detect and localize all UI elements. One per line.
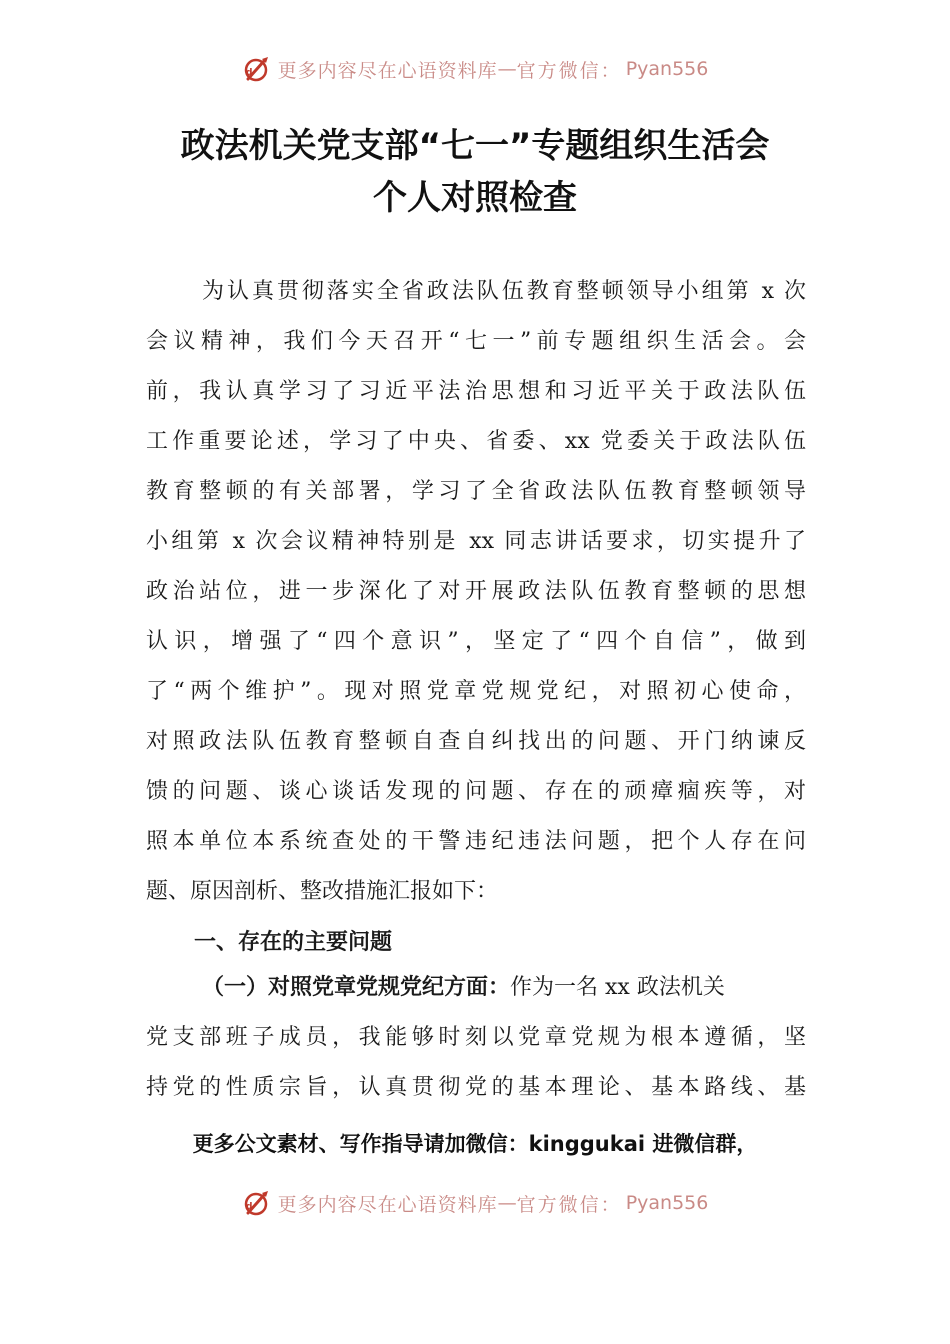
paragraph-line: 了“两个维护”。现对照党章党规党纪，对照初心使命， bbox=[146, 679, 806, 704]
paragraph-line: 馈的问题、谈心谈话发现的问题、存在的顽瘴痼疾等，对 bbox=[146, 779, 806, 804]
document-title-line2: 个人对照检查 bbox=[373, 178, 577, 218]
subsection-text: 作为一名 xx 政法机关 bbox=[510, 975, 725, 1000]
watermark-bottom bbox=[0, 1186, 950, 1220]
promo-text: 更多公文素材、写作指导请加微信：kinggukai 进微信群， bbox=[192, 1132, 758, 1156]
paragraph-line: 工作重要论述，学习了中央、省委、xx 党委关于政法队伍 bbox=[146, 429, 806, 454]
document-title-line1: 政法机关党支部“七一”专题组织生活会 bbox=[180, 126, 770, 166]
watermark-id: Pyan556 bbox=[625, 1192, 709, 1214]
watermark-id: Pyan556 bbox=[625, 58, 709, 80]
paragraph-line: 前，我认真学习了习近平法治思想和习近平关于政法队伍 bbox=[146, 379, 806, 404]
paragraph-line: 认识，增强了“四个意识”，坚定了“四个自信”，做到 bbox=[146, 629, 806, 654]
paragraph-line bbox=[202, 973, 806, 1003]
paragraph-line: 题、原因剖析、整改措施汇报如下： bbox=[146, 879, 499, 904]
paragraph-line: 党支部班子成员，我能够时刻以党章党规为根本遵循，坚 bbox=[146, 1025, 806, 1050]
paragraph-line: 为认真贯彻落实全省政法队伍教育整顿领导小组第 x 次 bbox=[202, 279, 806, 304]
paragraph-line: 持党的性质宗旨，认真贯彻党的基本理论、基本路线、基 bbox=[146, 1075, 806, 1100]
watermark-top bbox=[0, 52, 950, 86]
paragraph-line: 照本单位本系统查处的干警违纪违法问题，把个人存在问 bbox=[146, 829, 806, 854]
svg-text:d: d bbox=[245, 1202, 253, 1212]
paragraph-line: 对照政法队伍教育整顿自查自纠找出的问题、开门纳谏反 bbox=[146, 729, 806, 754]
watermark-label: 官方微信： bbox=[516, 59, 622, 82]
svg-text:d: d bbox=[245, 68, 253, 78]
subsection-lead: （一）对照党章党规党纪方面： bbox=[202, 975, 511, 1000]
watermark-label: 官方微信： bbox=[516, 1193, 622, 1216]
section-heading: 一、存在的主要问题 bbox=[194, 930, 393, 955]
pen-logo-icon bbox=[242, 55, 272, 83]
paragraph-line: 会议精神，我们今天召开“七一”前专题组织生活会。会 bbox=[146, 329, 806, 354]
pen-logo-icon bbox=[242, 1189, 272, 1217]
paragraph-line: 小组第 x 次会议精神特别是 xx 同志讲话要求，切实提升了 bbox=[146, 529, 806, 554]
watermark-brand: 更多内容尽在心语资料库 bbox=[277, 59, 498, 82]
paragraph-line: 教育整顿的有关部署，学习了全省政法队伍教育整顿领导 bbox=[146, 479, 806, 504]
watermark-dash: — bbox=[497, 1192, 517, 1214]
watermark-dash: — bbox=[497, 58, 517, 80]
paragraph-line: 政治站位，进一步深化了对开展政法队伍教育整顿的思想 bbox=[146, 579, 806, 604]
watermark-brand: 更多内容尽在心语资料库 bbox=[277, 1193, 498, 1216]
